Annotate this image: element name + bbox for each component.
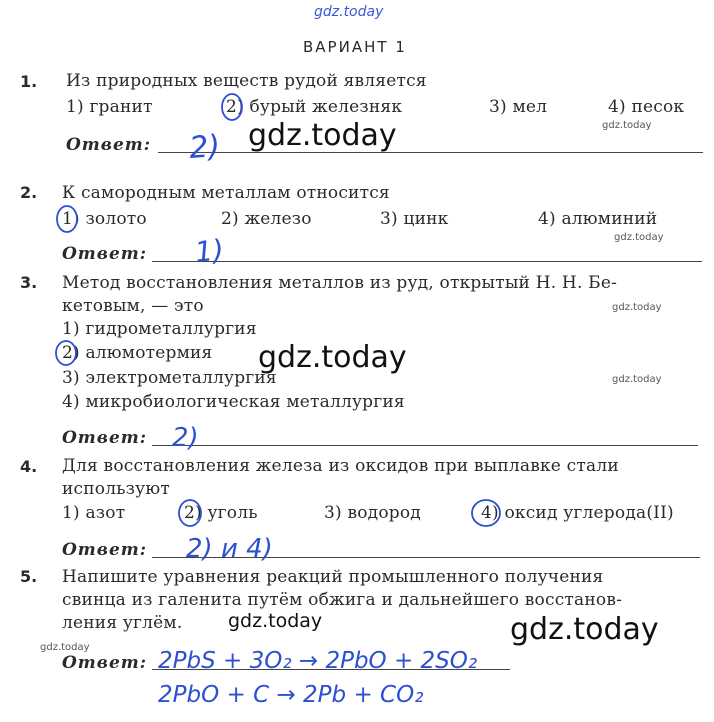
question-4-text-line-2: используют: [62, 479, 170, 499]
question-3-answer-line: [152, 445, 698, 446]
question-3-option-4: 4) микробиологическая металлургия: [62, 392, 405, 412]
watermark-2: gdz.today: [258, 340, 407, 375]
question-4-option-4: 4) оксид углерода(II): [481, 503, 674, 523]
watermark-3: gdz.today: [228, 610, 323, 632]
question-2-option-1: 1) золото: [62, 209, 147, 229]
question-5-number: 5.: [20, 567, 38, 586]
question-1-option-1: 1) гранит: [66, 97, 153, 117]
question-2-number: 2.: [20, 183, 38, 202]
variant-header: ВАРИАНТ 1: [303, 38, 407, 56]
question-1-option-3: 3) мел: [489, 97, 548, 117]
watermark-small-5: gdz.today: [40, 642, 90, 653]
question-1-option-2: 2) бурый железняк: [226, 97, 403, 117]
question-3-option-3: 3) электрометаллургия: [62, 368, 277, 388]
question-4-option-1: 1) азот: [62, 503, 126, 523]
question-2-text: К самородным металлам относится: [62, 183, 390, 203]
question-1-answer-line: [158, 152, 703, 153]
question-3-option-1: 1) гидрометаллургия: [62, 319, 257, 339]
question-2-option-4: 4) алюминий: [538, 209, 658, 229]
question-3-option-2: 2) алюмотермия: [62, 343, 213, 363]
question-1-number: 1.: [20, 72, 38, 91]
handwritten-answer-2: 1): [193, 233, 226, 269]
handwritten-equation-2: 2PbO + C → 2Pb + CO₂: [158, 682, 424, 708]
question-4-option-2: 2) уголь: [184, 503, 258, 523]
question-1-answer-label: Ответ:: [66, 135, 152, 155]
question-5-text-line-1: Напишите уравнения реакций промышленного получения: [62, 567, 604, 587]
question-3-answer-label: Ответ:: [62, 428, 148, 448]
watermark-small-1: gdz.today: [602, 120, 652, 131]
question-4-option-3: 3) водород: [324, 503, 421, 523]
handwritten-answer-3: 2): [172, 423, 199, 453]
watermark-small-3: gdz.today: [612, 302, 662, 313]
handwritten-equation-1: 2PbS + 3O₂ → 2PbO + 2SO₂: [158, 648, 478, 674]
question-5-text-line-3: ления углём.: [62, 613, 183, 633]
top-watermark: gdz.today: [314, 4, 384, 20]
question-5-text-line-2: свинца из галенита путём обжига и дальнейшего восстанов-: [62, 590, 623, 610]
watermark-small-2: gdz.today: [614, 232, 664, 243]
question-4-answer-label: Ответ:: [62, 540, 148, 560]
question-4-answer-line: [152, 557, 700, 558]
question-3-text-line-1: Метод восстановления металлов из руд, открытый Н. Н. Бе-: [62, 273, 618, 293]
question-5-answer-label: Ответ:: [62, 653, 148, 673]
question-2-option-3: 3) цинк: [380, 209, 449, 229]
handwritten-answer-1: 2): [188, 128, 222, 166]
watermark-small-4: gdz.today: [612, 374, 662, 385]
question-5-answer-line: [152, 669, 510, 670]
question-2-answer-label: Ответ:: [62, 244, 148, 264]
question-3-text-line-2: кетовым, — это: [62, 296, 204, 316]
watermark-4: gdz.today: [510, 612, 659, 647]
question-2-option-2: 2) железо: [221, 209, 312, 229]
handwritten-answer-4: 2) и 4): [186, 534, 273, 564]
question-4-number: 4.: [20, 457, 38, 476]
question-1-text: Из природных веществ рудой является: [66, 71, 427, 91]
question-2-answer-line: [152, 261, 702, 262]
question-3-number: 3.: [20, 273, 38, 292]
question-4-text-line-1: Для восстановления железа из оксидов при выплавке стали: [62, 456, 619, 476]
watermark-1: gdz.today: [248, 118, 397, 153]
question-1-option-4: 4) песок: [608, 97, 685, 117]
